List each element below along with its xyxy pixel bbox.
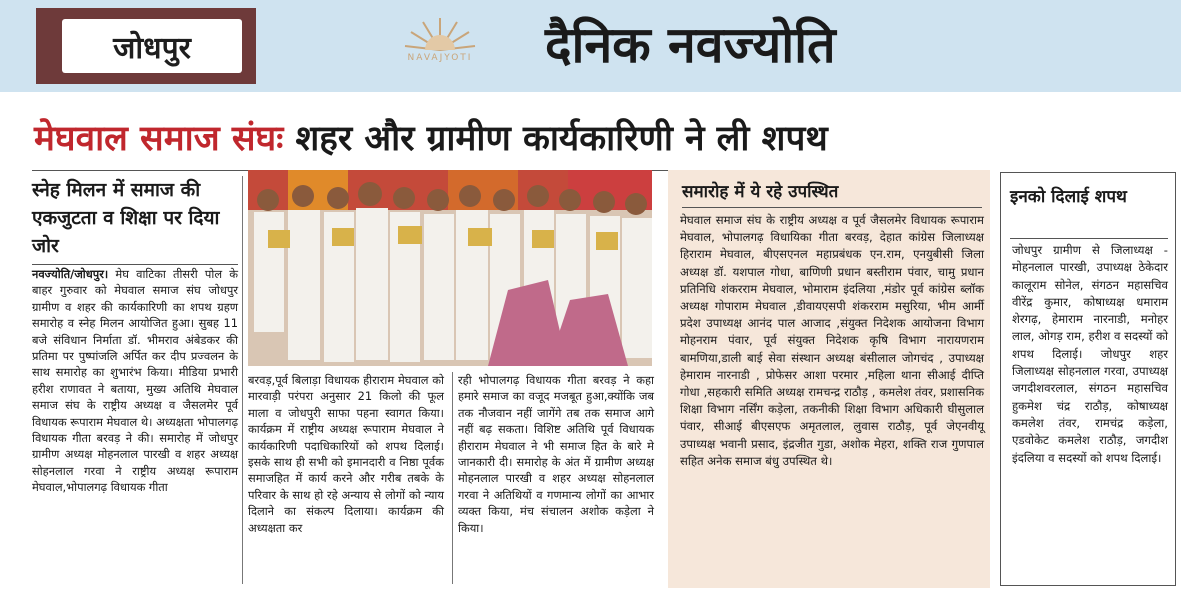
column-divider-1 <box>242 176 243 584</box>
newspaper-logo-icon <box>395 8 485 78</box>
oath-title: इनको दिलाई शपथ <box>1010 187 1127 207</box>
subhead-divider <box>32 264 238 265</box>
event-photo <box>248 170 652 366</box>
main-headline <box>34 112 1174 166</box>
headline-red-part: मेघवाल समाज संघः <box>34 119 284 159</box>
city-label: जोधपुर <box>62 19 242 73</box>
dateline: नवज्योति/जोधपुर। <box>32 267 109 281</box>
logo-watermark-text: NAVAJYOTI <box>407 53 473 63</box>
attendees-text: मेघवाल समाज संघ के राष्ट्रीय अध्यक्ष व पूर्व जैसलमेर विधायक रूपाराम मेघवाल, भोपालगढ़ विधायिका गीता बरवड़, देहात कांग्रेस जिलाध्यक्ष हिराराम मेघवाल, बीएसएनल महाप्रबंधक एन.राम, एनयुबीसी जिला अध्यक्ष डॉ. यशपाल गोधा, बाणिणी प्रधान बस्तीराम पंवार, चामु प्रधान प्रतिनिधि शंकरराम मेघवाल, भोमाराम इंदलिया ,मंडोर पूर्व कांग्रेस ब्लॉक अध्यक्ष गोपाराम मेघवाल ,डीवायएसपी शंकरराम मसुरिया, भीम आर्मी प्रदेश उपाध्यक्ष आनंद पाल आजाद ,संयुक्त निदेशक आयोजना विभाग मोहनराम पंवार, पूर्व संयुक्त निदेशक कृषि विभाग नारायणराम बामणिया,डाली बाई सेवा संस्थान अध्यक्ष बंसीलाल जोगचंद , उपाध्यक्ष हेमाराम नारनाडी , प्रोफेसर आशा परमार ,महिला थाना सीआई दीप्ति गोधा ,सहकारी समिति अध्यक्ष रामचन्द्र राठौड़ , कमलेश तंवर, प्रशासनिक शिक्षा विभाग नर्सिंग कड़ेला, तकनीकी शिक्षा विभाग अधिकारी घीसुलाल पंवार, सीआई बीएसएफ अमृतलाल, लुवास राठौड़, पूर्व जेएनवीयू उपाध्यक्ष भवानी प्रसाद, इंद्रजीत गुडा, अशोक मेहरा, शक्ति राज गुणपाल सहित अनेक समाज बंधु उपस्थित थे। <box>680 213 984 468</box>
article-column-1-text: मेघ वाटिका तीसरी पोल के बाहर गुरुवार को मेघवाल समाज संघ जोधपुर ग्रामीण व शहर की कार्यकारिणी का शपथ ग्रहण समारोह व स्नेह मिलन आयोजित हुआ। सुबह 11 बजे संविधान निर्माता डॉ. भीमराव अंबेडकर की प्रतिमा पर पुष्पांजलि अर्पित कर दीप प्रज्वलन के साथ समारोह का शुभारंभ किया। मीडिया प्रभारी हरीश राणावत ने बताया, मुख्य अतिथि मेघवाल समाज संघ के राष्ट्रीय अध्यक्ष व जैसलमेर पूर्व विधायक रूपाराम मेघवाल थे। अध्यक्षता भोपालगढ़ विधायक गीता बरवड़ ने की। समारोह में जोधपुर ग्रामीण अध्यक्ष मोहनलाल पारखी व शहर अध्यक्ष सोहनलाल गरवा ने राष्ट्रीय अध्यक्ष रूपाराम मेघवाल,भोपालगढ़ विधायक गीता <box>32 267 238 495</box>
newspaper-name: दैनिक नवज्योति <box>545 16 836 74</box>
column-divider-2 <box>452 372 453 584</box>
article-column-1 <box>32 266 238 496</box>
oath-title-divider <box>1010 238 1168 239</box>
sub-headline: स्नेह मिलन में समाज की एकजुटता व शिक्षा पर दिया जोर <box>32 179 220 257</box>
oath-text: जोधपुर ग्रामीण से जिलाध्यक्ष - मोहनलाल पारखी, उपाध्यक्ष ठेकेदार कालूराम सोनेल, संगठन महासचिव वीरेंद्र कुमार, कोषाध्यक्ष धमाराम शेरगढ़, हेमाराम नारनाडी, मनोहर लाल, ओगड़ राम, हरीश व सदस्यों को शपथ दिलाई। जोधपुर शहर जिलाध्यक्ष सोहनलाल गरवा, उपाध्यक्ष जगदीशवरलाल, संगठन महासचिव हुकमेश चंद्र राठौड़, कोषाध्यक्ष कमलेश तंवर, रामचंद्र कड़ेला, एडवोकेट कमलेश राठौड़, जगदीश इंदलिया व सदस्यों को शपथ दिलाई। <box>1012 243 1168 465</box>
article-column-2: बरवड़,पूर्व बिलाड़ा विधायक हीराराम मेघवाल को मारवाड़ी परंपरा अनुसार 21 किलो की फूल माला व जोधपुरी साफा पहना स्वागत किया। कार्यक्रम में राष्ट्रीय अध्यक्ष रूपाराम मेघवाल ने कार्यकारिणी पदाधिकारियों को शपथ दिलाई। इसके साथ ही सभी को इमानदारी व निष्ठा पूर्वक समाजहित में कार्य करने और गरीब तबके के परिवार के साथ हो रहे अन्याय से लोगों को न्याय दिलाने का संकल्प दिलाया। कार्यक्रम की अध्यक्षता कर <box>248 373 444 535</box>
attendees-title-divider <box>682 207 982 208</box>
attendees-title: समारोह में ये रहे उपस्थित <box>682 182 839 202</box>
article-column-3: रही भोपालगढ़ विधायक गीता बरवड़ ने कहा हमारे समाज का वजूद मजबूत हुआ,क्योंकि जब तक नौजवान नहीं जागेंगे तब तक समाज आगे नहीं बढ़ सकता। विशिष्ट अतिथि पूर्व विधायक हीराराम मेघवाल ने भी समाज हित के बारे मे जानकारी दी। समारोह के अंत में ग्रामीण अध्यक्ष मोहनलाल पारखी व शहर अध्यक्ष सोहनलाल गरवा ने अतिथियों व गणमान्य लोगों का आभार व्यक्त किया, मंच संचालन अशोक कड़ेला ने किया। <box>458 373 654 535</box>
headline-black-part: शहर और ग्रामीण कार्यकारिणी ने ली शपथ <box>295 119 828 159</box>
